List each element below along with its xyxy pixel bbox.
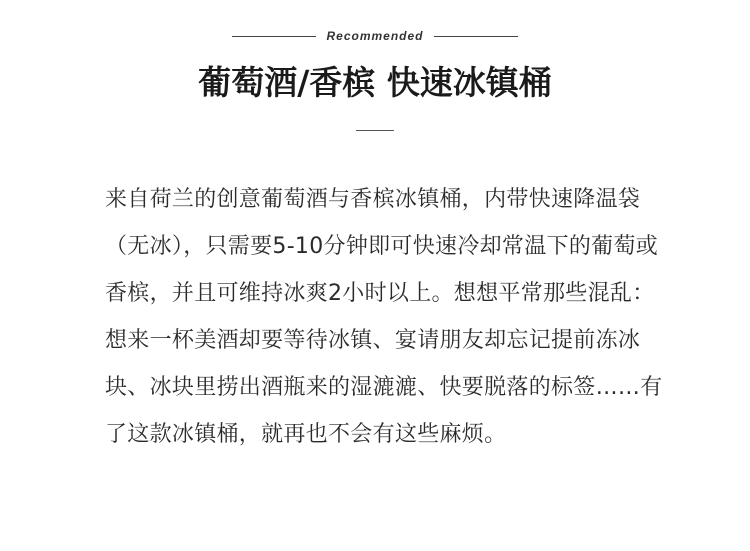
- product-description: 来自荷兰的创意葡萄酒与香槟冰镇桶，内带快速降温袋（无冰），只需要5-10分钟即可快速冷却常温下的葡萄或香槟，并且可维持冰爽2小时以上。想想平常那些混乱：想来一杯美酒却要等待冰镇、宴请朋友却忘记提前冻冰块、冰块里捞出酒瓶来的湿漉漉、快要脱落的标签……有了这款冰镇桶，就再也不会有这些麻烦。: [105, 187, 663, 447]
- recommended-label: Recommended: [326, 29, 424, 43]
- recommended-header: [0, 26, 750, 46]
- page-title: 葡萄酒/香槟 快速冰镇桶: [198, 63, 552, 102]
- title-divider: [356, 130, 394, 131]
- left-rule: [232, 36, 316, 37]
- right-rule: [434, 36, 518, 37]
